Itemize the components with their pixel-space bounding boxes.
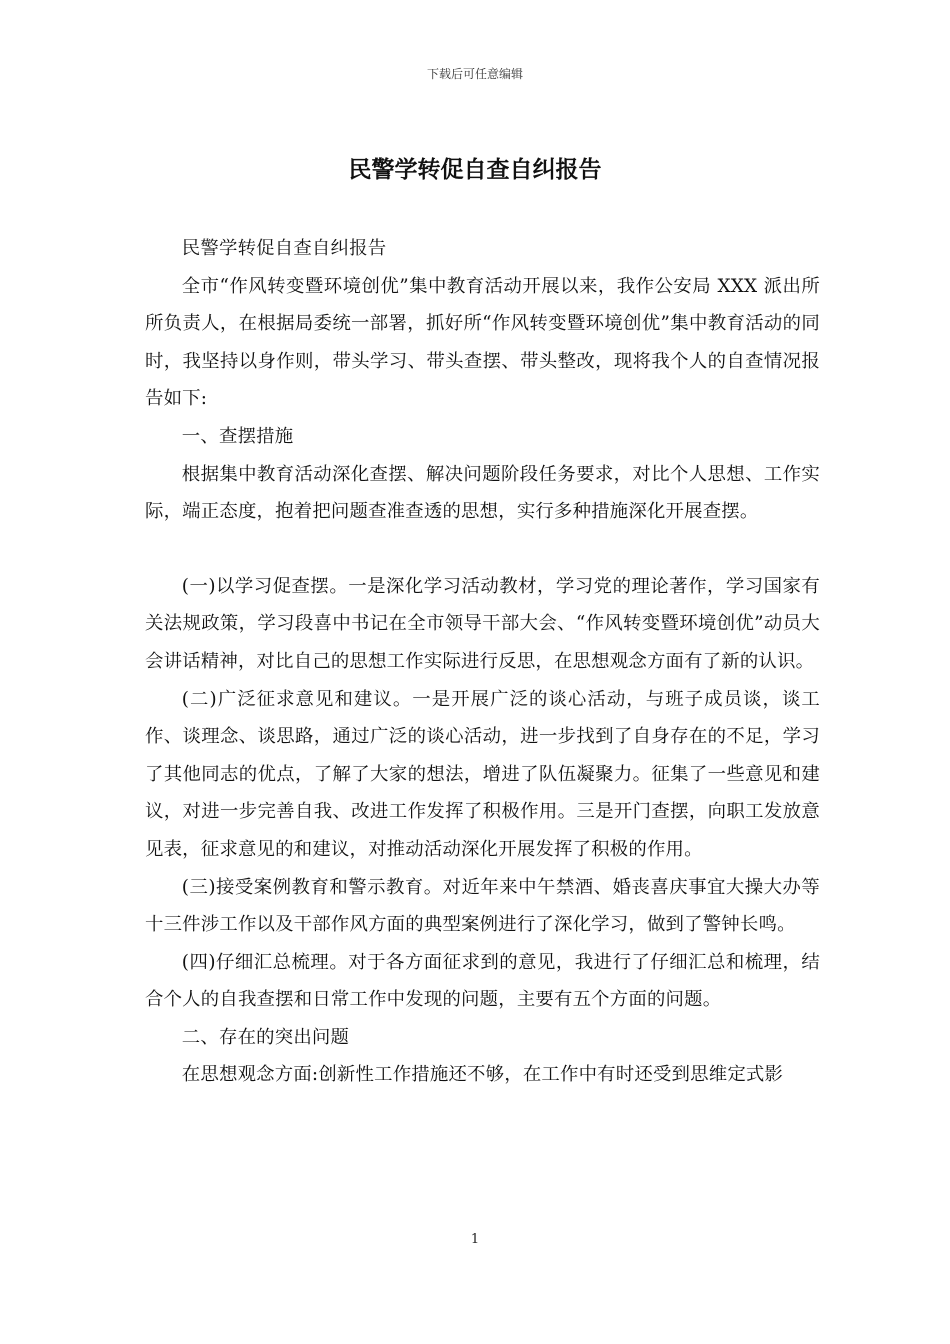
paragraph-item-3: (三)接受案例教育和警示教育。对近年来中午禁酒、婚丧喜庆事宜大操大办等十三件涉工作以及干部作风方面的典型案例进行了深化学习，做到了警钟长鸣。: [145, 876, 820, 936]
paragraph-subtitle: 民警学转促自查自纠报告: [181, 238, 387, 259]
paragraph-section-1-intro: 根据集中教育活动深化查摆、解决问题阶段任务要求，对比个人思想、工作实际，端正态度，抱着把问题查准查透的思想，实行多种措施深化开展查摆。: [145, 463, 820, 523]
document-title: 民警学转促自查自纠报告: [348, 156, 602, 183]
paragraph-item-4: (四)仔细汇总梳理。对于各方面征求到的意见，我进行了仔细汇总和梳理，结合个人的自我查摆和日常工作中发现的问题，主要有五个方面的问题。: [145, 951, 820, 1011]
document-body: [145, 230, 820, 1094]
paragraph-item-2: (二)广泛征求意见和建议。一是开展广泛的谈心活动，与班子成员谈，谈工作、谈理念、谈思路，通过广泛的谈心活动，进一步找到了自身存在的不足，学习了其他同志的优点，了解了大家的想法，增进了队伍凝聚力。征集了一些意见和建议，对进一步完善自我、改进工作发挥了积极作用。三是开门查摆，向职工发放意见表，征求意见的和建议，对推动活动深化开展发挥了积极的作用。: [145, 688, 820, 860]
paragraph-section-2-start: 在思想观念方面:创新性工作措施还不够，在工作中有时还受到思维定式影: [181, 1064, 784, 1086]
page-number: 1: [470, 1232, 480, 1247]
page-header-note: 下载后可任意编辑: [426, 67, 523, 81]
section-heading-1: 一、查摆措施: [181, 425, 294, 447]
paragraph-item-1: (一)以学习促查摆。一是深化学习活动教材，学习党的理论著作，学习国家有关法规政策，学习段喜中书记在全市领导干部大会、“作风转变暨环境创优”动员大会讲话精神，对比自己的思想工作实际进行反思，在思想观念方面有了新的认识。: [145, 575, 820, 672]
paragraph-intro: 全市“作风转变暨环境创优”集中教育活动开展以来，我作公安局 XXX 派出所所负责人，在根据局委统一部署，抓好所“作风转变暨环境创优”集中教育活动的同时，我坚持以身作则，带头学习、带头查摆、带头整改，现将我个人的自查情况报告如下:: [145, 275, 820, 410]
section-heading-2: 二、存在的突出问题: [181, 1026, 350, 1048]
